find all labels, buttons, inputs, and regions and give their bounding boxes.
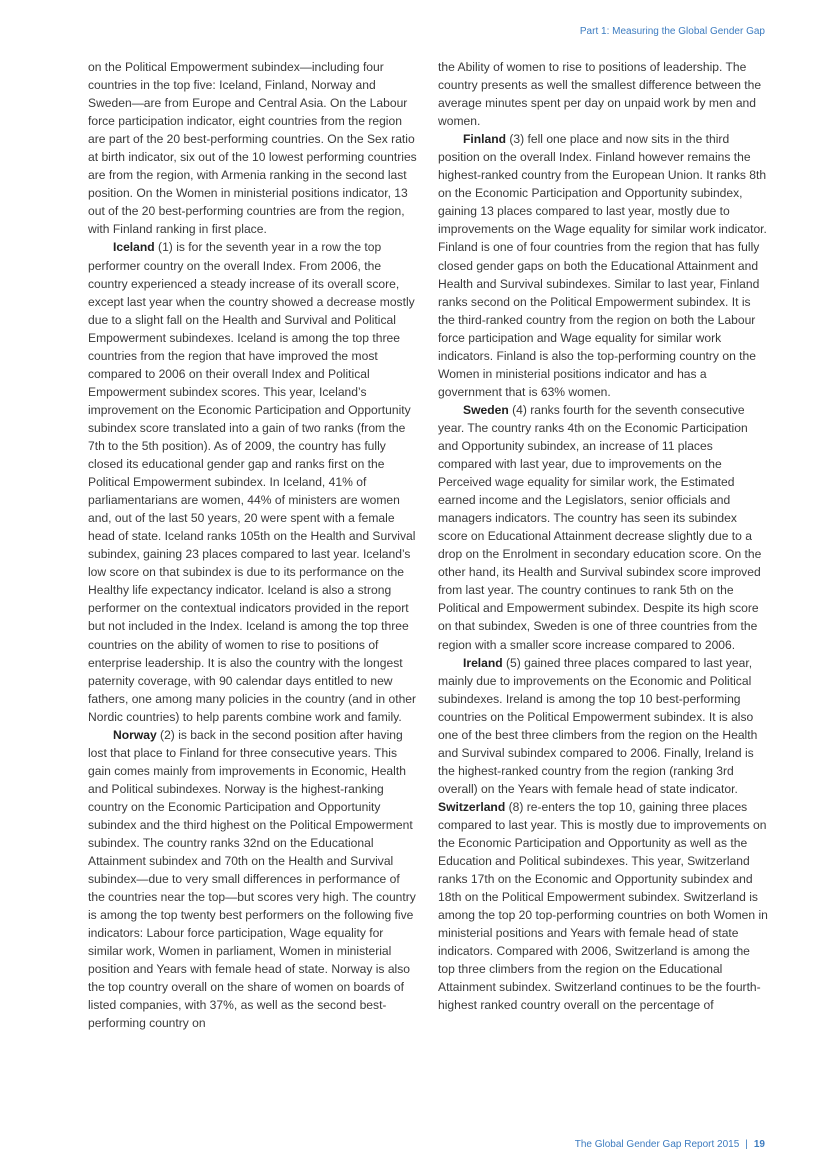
running-header: Part 1: Measuring the Global Gender Gap (579, 26, 765, 37)
footer-separator: | (745, 1139, 748, 1150)
paragraph-text: (5) gained three places compared to last year, mainly due to improvements on the Economic and Political subindexes. Ireland is among the top 10 best-performing countries on the Political Empowerment subindex. It is also one of the best three climbers from the region on the Health and Survival subindex compared to 2006. Finally, Ireland is the highest-ranked country from the region (ranking 3rd overall) on the Years with female head of state indicator. (438, 655, 758, 796)
paragraph-sweden (438, 401, 768, 654)
page-footer (575, 1139, 765, 1150)
paragraph-text: (8) re-enters the top 10, gaining three places compared to last year. This is mostly due to improvements on the Economic Participation and Opportunity as well as the Education and Political subindexes. This year, Switzerland ranks 17th on the Economic and Opportunity subindex and 18th on the Political Empowerment subindex. Switzerland is among the top 20 top-performing countries on both Women in ministerial positions and Years with female head of state indicators. Compared with 2006, Switzerland is among the top three climbers from the region on the Educational Attainment subindex. Switzerland continues to be the fourth-highest ranked country overall on the percentage of (438, 799, 768, 1013)
right-column (438, 58, 768, 1014)
page-number: 19 (753, 1139, 765, 1150)
paragraph-text: (1) is for the seventh year in a row the top performer country on the overall Index. From 2006, the country experienced a steady increase of its overall score, except last year when the country showed a decrease mostly due to a slight fall on the Health and Survival and Political Empowerment subindexes. Iceland is among the top three countries from the region that have improved the most compared to 2006 on their overall Index and Political Empowerment subindex scores. This year, Iceland’s improvement on the Economic Participation and Opportunity subindex score translated into a gain of two ranks (from the 7th to the 5th position). As of 2009, the country has fully closed its educational gender gap and ranks first on the Political Empowerment subindex. In Iceland, 41% of parliamentarians are women, 44% of ministers are women and, out of the last 50 years, 20 were spent with a female head of state. Iceland ranks 105th on the Health and Survival subindex, gaining 23 places compared to last year. Iceland’s low score on that subindex is due to its performance on the Healthy life expectancy indicator. Iceland is also a strong performer on the contextual indicators provided in the report but not included in the Index. Iceland is among the top three countries on the ability of women to rise to positions of enterprise leadership. It is also the country with the longest paternity coverage, with 90 calendar days entitled to new fathers, one among many policies in the country (and in other Nordic countries) to help parents combine work and family. (88, 240, 417, 724)
paragraph-ireland-switzerland (438, 654, 768, 1015)
paragraph-text: (4) ranks fourth for the seventh consecutive year. The country ranks 4th on the Economic Participation and Opportunity subindex, an increase of 11 places compared with last year, due to improvements on the Perceived wage equality for similar work, the Estimated earned income and the Legislators, senior officials and managers indicators. The country has seen its subindex score on Educational Attainment decrease slightly due to a drop on the Enrolment in secondary education score. On the other hand, its Health and Survival subindex score improved from last year. The country continues to rank 5th on the Political and Empowerment subindex. Despite its high score on that subindex, Sweden is one of three countries from the region with a smaller score increase compared to 2006. (438, 402, 762, 652)
country-name-iceland: Iceland (113, 240, 155, 255)
country-name-ireland: Ireland (463, 655, 503, 670)
paragraph-text: (3) fell one place and now sits in the third position on the overall Index. Finland however remains the highest-ranked country from the European Union. It ranks 8th on the Economic Participation and Opportunity subindex, gaining 13 places compared to last year, mostly due to improvements on the Wage equality for similar work indicator. Finland is one of four countries from the region that has fully closed gender gaps on both the Educational Attainment and Health and Survival subindexes. Similar to last year, Finland ranks second on the Political Empowerment subindex. It is the third-ranked country from the region on both the Labour force participation and Wage equality for similar work indicators. Finland is also the top-performing country on the Women in ministerial positions indicator and has a government that is 63% women. (438, 132, 767, 399)
report-title: The Global Gender Gap Report 2015 (574, 1139, 740, 1150)
country-name-sweden: Sweden (463, 402, 509, 417)
paragraph-text: (2) is back in the second position after having lost that place to Finland for three consecutive years. This gain comes mainly from improvements in Economic, Health and Political subindexes. Norway is the highest-ranking country on the Economic Participation and Opportunity subindex and the third highest on the Political Empowerment subindex. The country ranks 32nd on the Educational Attainment subindex and 70th on the Health and Survival subindex—due to very small differences in performance of the countries near the top—but scores very high. The country is among the top twenty best performers on the following five indicators: Labour force participation, Wage equality for similar work, Women in parliament, Women in ministerial position and Years with female head of state. Norway is also the top country overall on the share of women on boards of listed companies, with 37%, as well as the second best-performing country on (88, 727, 416, 1031)
paragraph-finland (438, 130, 768, 401)
paragraph-iceland (88, 238, 418, 725)
paragraph-norway-continued: the Ability of women to rise to positions of leadership. The country presents as well the smallest difference between the average minutes spent per day on unpaid work by men and women. (438, 60, 762, 129)
country-name-switzerland: Switzerland (438, 799, 506, 814)
country-name-norway: Norway (113, 727, 157, 742)
paragraph-europe-overview: on the Political Empowerment subindex—including four countries in the top five: Iceland, Finland, Norway and Sweden—are from Europe and Central Asia. On the Labour force participation indicator, eight countries from the region are part of the 20 best-performing countries. On the Sex ratio at birth indicator, six out of the 10 lowest performing countries are from the region, with Armenia ranking in the second last position. On the Women in ministerial positions indicator, 13 out of the 20 best-performing countries are from the region, with Finland ranking in first place. (88, 60, 417, 237)
paragraph-norway (88, 726, 418, 1033)
country-name-finland: Finland (463, 132, 506, 147)
left-column (88, 58, 418, 1033)
